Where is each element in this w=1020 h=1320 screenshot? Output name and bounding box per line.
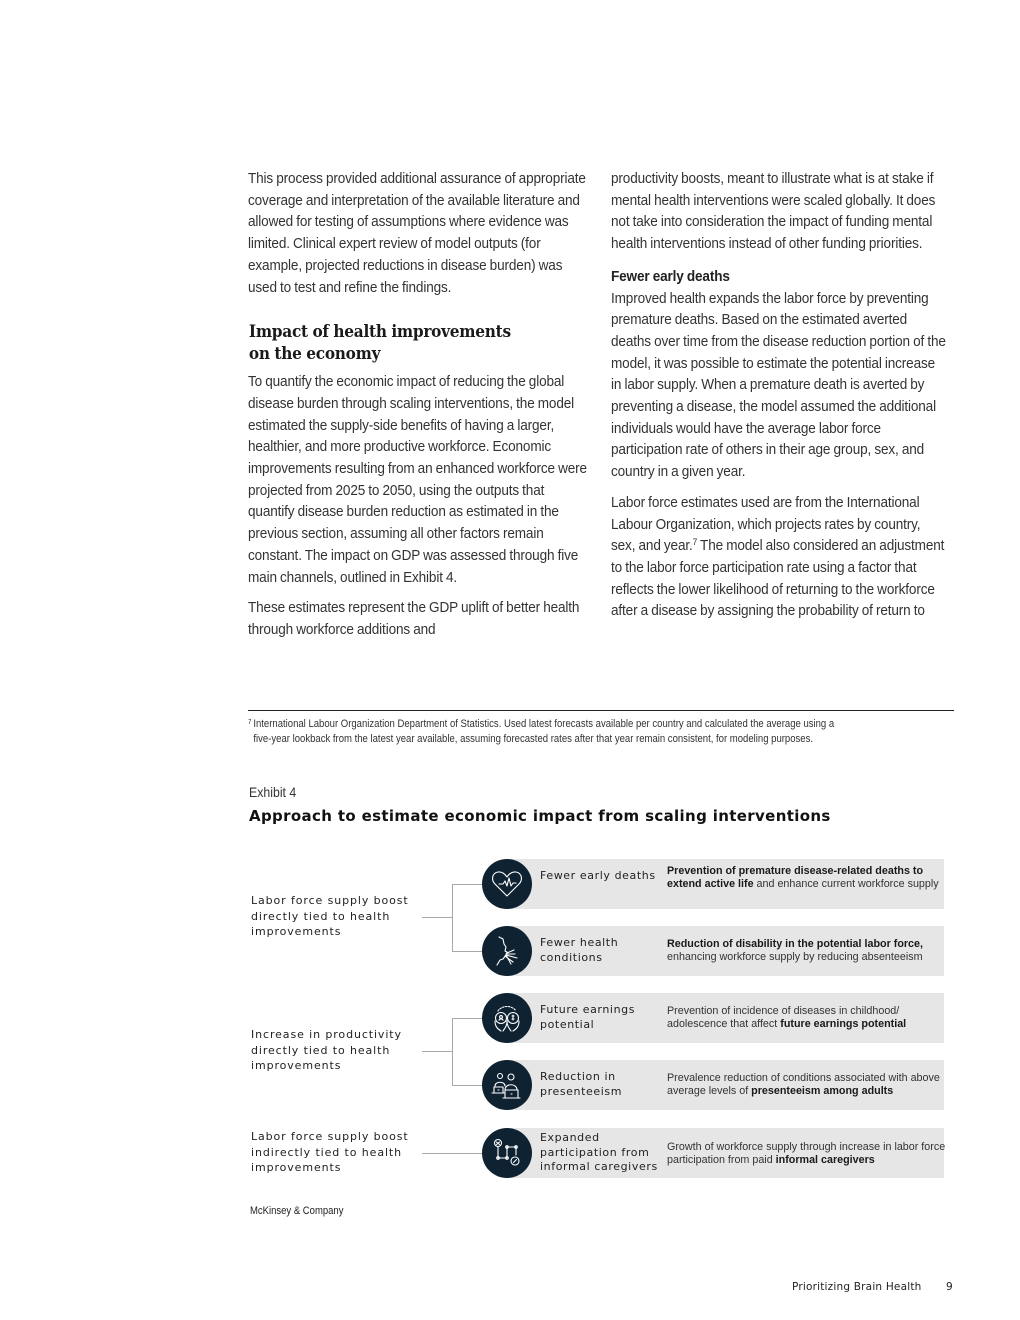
group-label-productivity: Increase in productivity directly tied to health improvements	[251, 1028, 402, 1072]
footnote-line-1: International Labour Organization Department of Statistics. Used latest forecasts available per country and calculated the average using a	[253, 718, 835, 730]
paragraph: This process provided additional assurance of appropriate coverage and interpretation of the available literature and allowed for testing of assumptions where evidence was limited. Clinical expert review of model outputs (for example, projected reductions in disease burden) was used to test and refine the findings.	[248, 171, 586, 296]
exhibit-item-future-earnings	[482, 993, 944, 1043]
paragraph-text: Labor force estimates used are from the International Labour Organization, which projects rates by country, sex, and year.	[611, 494, 921, 555]
exhibit-title: Approach to estimate economic impact from scaling interventions	[249, 807, 831, 825]
item-description-text: enhancing workforce supply by reducing absenteeism	[667, 951, 923, 963]
exhibit-item-fewer-health-conditions	[482, 926, 944, 976]
section-heading-line-1: Impact of health improvements	[248, 322, 511, 343]
footnote-divider	[248, 710, 954, 711]
footnote-marker: 7	[248, 719, 252, 726]
group-label-labor-indirect: Labor force supply boost indirectly tied to health improvements	[251, 1130, 409, 1174]
paragraph-with-subheading	[611, 267, 946, 484]
paragraph: productivity boosts, meant to illustrate what is at stake if mental health interventions were scaled globally. It does not take into consideration the impact of funding mental health interventions instead of other funding priorities.	[611, 171, 936, 253]
subheading: Fewer early deaths	[611, 268, 730, 285]
item-title: Fewer health conditions	[540, 936, 619, 964]
item-title: Reduction in presenteeism	[540, 1070, 623, 1098]
section-heading-line-2: on the economy	[248, 344, 381, 365]
item-description	[667, 1005, 945, 1031]
paragraph	[611, 493, 946, 623]
exhibit-item-informal-caregivers	[482, 1128, 944, 1178]
connector-line	[422, 1051, 452, 1052]
connector-line	[452, 1018, 484, 1019]
exhibit-item-presenteeism	[482, 1060, 944, 1110]
item-description	[667, 1072, 945, 1098]
running-footer-title: Prioritizing Brain Health	[792, 1281, 922, 1293]
exhibit-item-fewer-early-deaths	[482, 859, 944, 909]
item-description-text: Prevalence reduction of conditions associated with above average levels of	[667, 1072, 940, 1097]
item-title: Fewer early deaths	[540, 869, 656, 882]
group-label-labor-direct: Labor force supply boost directly tied to health improvements	[251, 894, 409, 938]
paragraph-text: Improved health expands the labor force by preventing premature deaths. Based on the estimated averted deaths over time from the disease reduction portion of the model, it was possible to estimate the potential increase in labor supply. When a premature death is averted by preventing a disease, the model assumed the additional individuals would have the average labor force participation rate of others in their age group, sex, and country in a given year.	[611, 290, 946, 481]
footnote	[248, 716, 932, 746]
item-description	[667, 865, 945, 891]
item-description-text: Prevention of incidence of diseases in childhood/ adolescence that affect	[667, 1005, 900, 1030]
connector-line	[452, 1018, 453, 1085]
exhibit-label: Exhibit 4	[249, 784, 297, 800]
footnote-line-2: five-year lookback from the latest year available, assuming forecasted rates after that year remain consistent, for modeling purposes.	[253, 732, 814, 745]
page-number: 9	[946, 1281, 953, 1293]
item-description-emphasis: Reduction of disability in the potential labor force,	[667, 938, 923, 950]
item-description-text: and enhance current workforce supply	[753, 878, 939, 890]
exhibit-source: McKinsey & Company	[250, 1205, 344, 1217]
paragraph-text: The model also considered an adjustment to the labor force participation rate using a factor that reflects the lower likelihood of returning to the workforce after a disease by assigning the probability of return to	[611, 538, 945, 620]
left-column	[248, 169, 592, 651]
item-description	[667, 938, 945, 964]
network-care-icon	[482, 1128, 532, 1178]
connector-line	[422, 917, 452, 918]
footnote-reference[interactable]: 7	[692, 537, 698, 548]
connector-line	[422, 1153, 484, 1154]
item-title: Future earnings potential	[540, 1003, 636, 1031]
heart-pulse-icon	[482, 859, 532, 909]
connector-line	[452, 1085, 484, 1086]
item-description-emphasis: presenteeism among adults	[751, 1085, 894, 1097]
connector-line	[452, 884, 484, 885]
people-laptops-icon	[482, 1060, 532, 1110]
connector-line	[452, 884, 453, 951]
item-description-emphasis: informal caregivers	[775, 1154, 875, 1166]
connector-line	[452, 951, 484, 952]
two-heads-icon	[482, 993, 532, 1043]
item-description-emphasis: Prevention of premature disease-related deaths to extend active life	[667, 865, 924, 890]
head-profile-icon	[482, 926, 532, 976]
item-description-emphasis: future earnings potential	[780, 1018, 907, 1030]
paragraph: To quantify the economic impact of reducing the global disease burden through scaling interventions, the model estimated the supply-side benefits of having a larger, healthier, and more productive workforce. Economic improvements resulting from an enhanced workforce were projected from 2025 to 2050, using the outputs that quantify disease burden reduction as estimated in the previous section, assuming all other factors remain constant. The impact on GDP was assessed through five main channels, outlined in Exhibit 4.	[248, 374, 587, 586]
item-title: Expanded participation from informal caregivers	[540, 1131, 658, 1173]
paragraph: These estimates represent the GDP uplift of better health through workforce additions and	[248, 600, 580, 638]
item-description	[667, 1141, 945, 1167]
section-heading	[249, 321, 578, 365]
item-description-text: Growth of workforce supply through increase in labor force participation from paid	[667, 1141, 946, 1166]
right-column	[611, 169, 946, 632]
